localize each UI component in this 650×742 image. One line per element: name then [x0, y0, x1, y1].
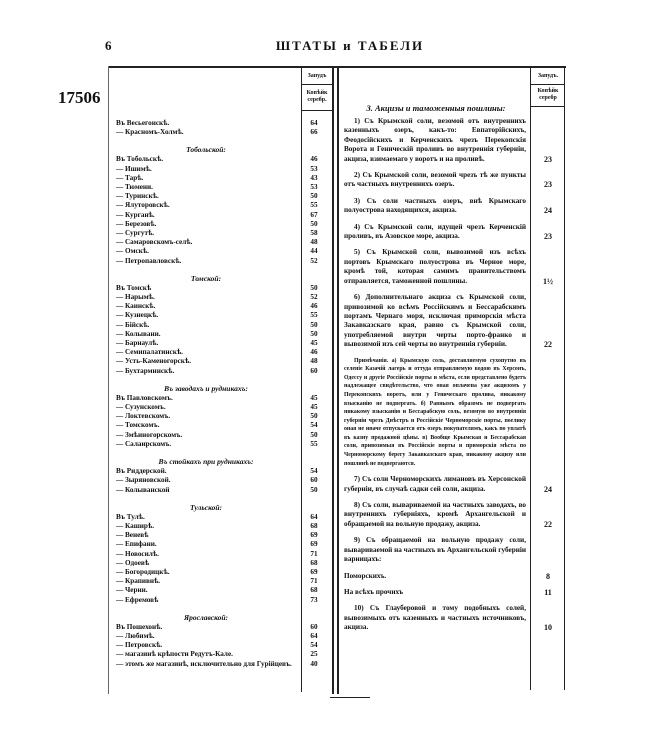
table-row — [116, 421, 328, 430]
table-row — [116, 348, 328, 357]
place-name: — Томскомъ. — [116, 421, 160, 430]
item-text: Поморскихъ. — [344, 571, 387, 580]
rate-value: 55 — [310, 201, 318, 210]
table-row — [116, 119, 328, 128]
rate-value: 53 — [310, 164, 318, 173]
table-row — [116, 192, 328, 201]
bottom-rule — [330, 697, 370, 698]
rate-value: 50 — [310, 320, 318, 329]
rate-value: 68 — [310, 521, 318, 530]
item-text: 2) Съ Крымской соли, везомой чрезъ тѣ же пункты отъ частныхъ внутреннихъ озеръ. — [344, 171, 526, 189]
rate-value: 23 — [544, 154, 552, 164]
item-text: 5) Съ Крымской соли, вывозимой изъ всѣхъ портовъ Крымскаго полуострова въ Черное море, кромѣ той, которая самимъ правительствомъ отправляется, таможенной пошлины. — [344, 248, 526, 285]
place-name: — Любимѣ. — [116, 631, 155, 640]
table-row — [116, 577, 328, 586]
rate-value: 60 — [310, 366, 318, 375]
place-name: — магазинѣ крѣпости Редутъ-Кале. — [116, 650, 233, 659]
table-row — [116, 412, 328, 421]
right-header-bottom — [530, 106, 565, 107]
tariff-item — [344, 475, 566, 494]
rate-value: 44 — [310, 247, 318, 256]
table-row — [116, 650, 328, 659]
rate-value: 50 — [310, 219, 318, 228]
right-tariff-list — [344, 117, 566, 640]
place-name: — Богородицкѣ. — [116, 567, 170, 576]
table-row — [116, 367, 328, 376]
section-heading: Ярославской: — [183, 612, 229, 622]
table-row — [116, 321, 328, 330]
rate-value: 22 — [544, 340, 552, 350]
rate-value: 50 — [310, 283, 318, 292]
rate-value: 67 — [310, 210, 318, 219]
section-heading: Тульской: — [189, 502, 223, 512]
rate-value: 73 — [310, 595, 318, 604]
list-section — [116, 383, 328, 449]
place-name: — Салаирскомъ. — [116, 439, 172, 448]
tariff-item — [344, 117, 566, 164]
rate-value: 48 — [310, 238, 318, 247]
rate-value: 45 — [310, 339, 318, 348]
table-row — [116, 550, 328, 559]
rate-value: 52 — [310, 256, 318, 265]
rate-value: 50 — [310, 485, 318, 494]
table-row — [116, 257, 328, 266]
table-row — [116, 229, 328, 238]
list-section — [116, 502, 328, 605]
right-unit-header: Запудъ. — [537, 73, 559, 79]
place-name: Въ Пошехонѣ. — [116, 622, 163, 631]
tariff-item — [344, 171, 566, 190]
rate-value: 23 — [544, 232, 552, 242]
rate-value: 43 — [310, 173, 318, 182]
table-row — [116, 513, 328, 522]
table-row — [116, 339, 328, 348]
page-title: ШТАТЫ и ТАБЕЛИ — [275, 38, 425, 53]
rate-value: 48 — [310, 357, 318, 366]
tariff-item — [344, 604, 566, 632]
tariff-item — [344, 501, 566, 529]
tariff-item — [344, 572, 566, 581]
list-section — [116, 119, 328, 137]
table-row — [116, 531, 328, 540]
place-name: — Зыряновской. — [116, 476, 171, 485]
place-name: — Туринскѣ. — [116, 192, 159, 201]
tariff-item — [344, 536, 566, 564]
place-name: — Епифани. — [116, 540, 157, 549]
rate-value: 60 — [310, 476, 318, 485]
table-row — [116, 293, 328, 302]
list-section — [116, 144, 328, 265]
rate-value: 71 — [310, 549, 318, 558]
table-row — [116, 660, 328, 669]
table-row — [116, 128, 328, 137]
section-heading: Въ заводахъ и рудникахъ: — [164, 383, 248, 393]
rate-value: 55 — [310, 439, 318, 448]
place-name: — Семипалатинскѣ. — [116, 348, 183, 357]
place-name: — Веневѣ — [116, 531, 149, 540]
item-text: 9) Съ обращаемой на вольную продажу соли, вывариваемой на частныхъ въ Архангельской губерніи варницахъ: — [344, 536, 526, 564]
rate-value: 69 — [310, 540, 318, 549]
table-row — [116, 403, 328, 412]
tariff-item — [344, 197, 566, 216]
double-rule-b — [337, 66, 339, 694]
place-name: Въ Павловскомъ. — [116, 393, 173, 402]
section-heading: Томской: — [190, 273, 222, 283]
table-row — [116, 311, 328, 320]
place-name: Въ Томскѣ — [116, 283, 152, 292]
rate-value: 46 — [310, 348, 318, 357]
rate-value: 50 — [310, 430, 318, 439]
place-name: — Черни. — [116, 586, 148, 595]
rate-value: 1½ — [543, 276, 553, 286]
table-row — [116, 201, 328, 210]
item-text: 7) Съ соли Черноморскихъ лимановъ въ Херсонской губерніи, въ случаѣ садки сей соли, акциза. — [344, 475, 526, 493]
place-name: — Усть-Каменогорскѣ. — [116, 357, 192, 366]
tariff-item — [344, 293, 566, 349]
place-name: — Ишимѣ. — [116, 164, 152, 173]
left-header-divider — [301, 84, 332, 85]
table-row — [116, 330, 328, 339]
tariff-item — [344, 223, 566, 242]
rate-value: 50 — [310, 412, 318, 421]
rate-value: 45 — [310, 393, 318, 402]
list-section — [116, 273, 328, 376]
note-paragraph — [344, 357, 566, 469]
place-name: — Новосилѣ. — [116, 549, 159, 558]
item-text: 6) Дополнительнаго акциза съ Крымской соли, привозимой ко всѣмъ Россійскимъ и Бессарабскимъ портамъ Чернаго моря, исключая приморскія мѣста Закавказскаго края, равно съ Крымской соли, употребляемой внутри черты порто-франко и вывозимой изъ сей черты во внутреннія губерніи. — [344, 293, 526, 349]
table-row — [116, 284, 328, 293]
place-name: — Курганѣ. — [116, 210, 155, 219]
place-name: — Сургутѣ. — [116, 229, 155, 238]
place-name: — Каинскѣ. — [116, 302, 156, 311]
place-name: — Тюмени. — [116, 183, 153, 192]
table-row — [116, 568, 328, 577]
place-name: — Петровскѣ. — [116, 641, 163, 650]
table-row — [116, 522, 328, 531]
table-row — [116, 586, 328, 595]
place-name: — Кузнецкѣ. — [116, 311, 159, 320]
table-row — [116, 596, 328, 605]
place-name: — Одоевѣ — [116, 558, 150, 567]
document-number: 17506 — [58, 88, 101, 107]
place-name: — Бухтарминскѣ. — [116, 366, 175, 375]
place-name: Въ Тулѣ. — [116, 512, 145, 521]
place-name: — Крапивнѣ. — [116, 577, 161, 586]
table-row — [116, 632, 328, 641]
rate-value: 64 — [310, 119, 318, 127]
rate-value: 54 — [310, 467, 318, 476]
table-row — [116, 623, 328, 632]
place-name: — Тарѣ. — [116, 173, 144, 182]
left-header-bottom — [301, 110, 332, 111]
place-name: — Нарымѣ. — [116, 293, 155, 302]
rate-value: 68 — [310, 558, 318, 567]
place-name: — Локтевскомъ. — [116, 412, 171, 421]
item-text: 8) Съ соли, вывариваемой на частныхъ заводахъ, во внутреннихъ губерніяхъ, кромѣ Архангельской и обращаемой на вольную продажу, акциза. — [344, 501, 526, 528]
table-row — [116, 247, 328, 256]
place-name: — Петропавловскѣ. — [116, 256, 182, 265]
rate-value: 66 — [310, 128, 318, 137]
rate-value: 40 — [310, 659, 318, 668]
right-unit-subheader: Копѣйк серебр — [537, 88, 559, 101]
rate-value: 22 — [544, 519, 552, 529]
table-row — [116, 467, 328, 476]
rate-value: 8 — [546, 571, 550, 581]
rate-value: 25 — [310, 650, 318, 659]
section-heading: Тобольской: — [186, 145, 226, 155]
table-row — [116, 183, 328, 192]
place-name: — Каширѣ. — [116, 521, 155, 530]
tariff-item — [344, 248, 566, 286]
place-name: — Колыванской — [116, 485, 170, 494]
table-row — [116, 641, 328, 650]
page-number: 6 — [105, 38, 112, 53]
rate-value: 10 — [544, 623, 552, 633]
place-name: — Бійскѣ. — [116, 320, 150, 329]
table-row — [116, 155, 328, 164]
rate-value: 55 — [310, 311, 318, 320]
table-row — [116, 440, 328, 449]
table-row — [116, 476, 328, 485]
table-row — [116, 431, 328, 440]
place-name: — Ялуторовскѣ. — [116, 201, 170, 210]
place-name: — этомъ же магазинѣ, исключительно для Гурійцевъ. — [116, 659, 292, 668]
item-text: 3) Съ соли частныхъ озеръ, внѣ Крымскаго полуострова находящихся, акциза. — [344, 196, 526, 215]
place-name: Въ Тобольскѣ. — [116, 155, 164, 164]
place-name: Въ Риддерской. — [116, 467, 167, 476]
right-header-divider — [530, 84, 565, 85]
rate-value: 60 — [310, 622, 318, 631]
rate-value: 54 — [310, 421, 318, 430]
place-name: — Колывани. — [116, 329, 161, 338]
section-heading: Въ стойкахъ при рудникахъ: — [158, 457, 254, 467]
rate-value: 46 — [310, 155, 318, 164]
rate-value: 58 — [310, 229, 318, 238]
left-unit-header: Запудъ — [307, 73, 327, 79]
rate-value: 64 — [310, 512, 318, 521]
left-unit-subheader: Копѣйк серебр. — [306, 90, 328, 103]
rate-value: 50 — [310, 329, 318, 338]
item-text: На всѣхъ прочихъ — [344, 587, 404, 596]
rate-value: 54 — [310, 641, 318, 650]
place-name: — Змѣиногорскомъ. — [116, 430, 183, 439]
left-tariff-list — [116, 119, 328, 676]
rate-value: 50 — [310, 192, 318, 201]
list-section — [116, 456, 328, 495]
item-text: 4) Съ Крымской соли, идущей чрезъ Керченскій проливъ, въ Азовское море, акциза. — [344, 222, 526, 241]
table-row — [116, 559, 328, 568]
section-heading: 3. Акцизы и таможенныя пошлины: — [366, 103, 506, 113]
place-name: — Ефремовѣ — [116, 595, 159, 604]
table-row — [116, 394, 328, 403]
item-text: 1) Съ Крымской соли, везомой отъ внутреннихъ казенныхъ озеръ, какъ-то: Евпаторійскихъ, Феодосійскихъ и Керченскихъ чрезъ Перекопскія Ворота и Геническій проливъ во внутреннія губерніи, акциза, взимаемаго у воротъ и на проливѣ. — [344, 117, 526, 163]
table-row — [116, 220, 328, 229]
place-name: Въ Весьегонскѣ. — [116, 119, 170, 127]
rate-value: 24 — [544, 206, 552, 216]
tariff-item — [344, 588, 566, 597]
place-name: — Березовѣ. — [116, 219, 157, 228]
rate-value: 23 — [544, 180, 552, 190]
place-name: — Красномъ-Холмѣ. — [116, 128, 184, 137]
rate-value: 11 — [544, 587, 552, 597]
left-border — [108, 66, 109, 694]
table-row — [116, 211, 328, 220]
table-row — [116, 486, 328, 495]
list-section — [116, 612, 328, 669]
rate-value: 71 — [310, 577, 318, 586]
table-row — [116, 357, 328, 366]
rate-value: 64 — [310, 631, 318, 640]
table-row — [116, 540, 328, 549]
rate-value: 69 — [310, 531, 318, 540]
table-row — [116, 302, 328, 311]
rate-value: 69 — [310, 567, 318, 576]
rate-value: 68 — [310, 586, 318, 595]
double-rule-a — [332, 66, 334, 694]
rate-value: 52 — [310, 293, 318, 302]
place-name: — Барнаулѣ. — [116, 339, 159, 348]
place-name: — Сузунскомъ. — [116, 403, 166, 412]
rate-value: 53 — [310, 183, 318, 192]
table-row — [116, 174, 328, 183]
item-text: 10) Съ Глауберовой и тому подобныхъ солей, вывозимыхъ отъ казенныхъ и частныхъ источниковъ, акциза. — [344, 604, 526, 632]
rate-value: 46 — [310, 302, 318, 311]
rate-value: 24 — [544, 484, 552, 494]
rate-value: 45 — [310, 403, 318, 412]
item-text: Примѣчанія. а) Крымскую соль, доставляемую сухопутно въ селеніе Казачій лагерь и оттуда отправляемую водою въ Херсонъ, Одессу и другіе Россійскіе порты и мѣста, если представлено будетъ надлежащее свидѣтельство, что оная оплачена уже акцизомъ у Перекопскихъ воротъ, или у Геническаго пролива, никакому взысканію не подвергать. б) Равнымъ образомъ не подвергать никакому взысканію и Бессарабскую соль, везомую во внутреннія губерніи чрезъ Днѣстръ и Россійскіе Черноморскіе порты, поелику оная не иначе отпускается отъ озеръ покупателямъ, какъ по уплатѣ въ казну продажной цѣны. в) Вообще Крымская и Бессарабская соли, привозимыя въ Россійскіе порты и приморскія мѣста по Черноморскому берегу Закавказскаго края, никакому акцизу или пошлинѣ не подвергаются. — [344, 357, 526, 467]
place-name: — Самаровскомъ-селѣ. — [116, 238, 193, 247]
table-row — [116, 238, 328, 247]
place-name: — Омскѣ. — [116, 247, 149, 256]
table-row — [116, 165, 328, 174]
